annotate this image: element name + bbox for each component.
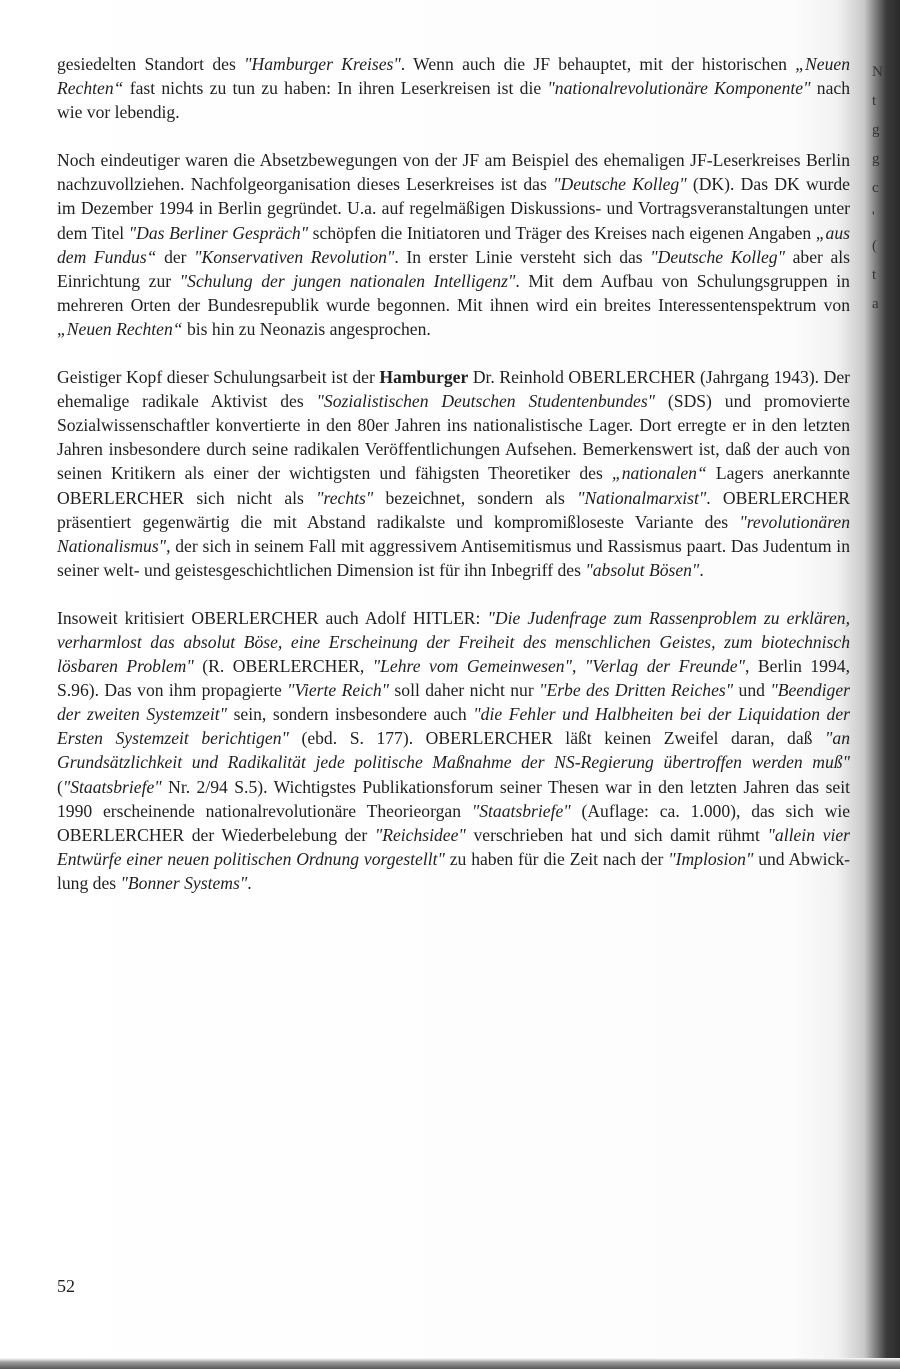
text-span: verschrieben hat und sich damit rühmt <box>465 824 768 845</box>
bold-span: Hamburger <box>379 367 469 388</box>
text-span: , der sich in seinem Fall mit aggressivem Antisemitismus und Rassismus paart. Das Judentum in seiner welt- und geistesgeschichtlichen Dimension ist für ihn Inbegriff des <box>57 535 850 580</box>
quote-span: "nationalrevolutionäre Komponente" <box>547 78 811 99</box>
paragraph-2 <box>57 148 850 341</box>
paragraph-3 <box>57 365 850 582</box>
text-span: . <box>699 559 704 580</box>
quote-span: "die Fehler und Halbheiten bei der Liquidation der Ersten Systemzeit berichtigen" <box>57 704 851 749</box>
bleed-char: c <box>872 180 879 196</box>
text-span: ( <box>57 776 63 797</box>
text-span: bis hin zu Neonazis angesprochen. <box>182 318 431 339</box>
adjacent-page-bleed <box>872 58 886 458</box>
text-span: . <box>247 872 252 893</box>
quote-span: „aus dem Fundus“ <box>57 222 850 267</box>
text-span: (SDS) und promovierte Sozialwissenschaftler konvertierte in den 80er Jahren ins nationalistische Lager. Dort erregte er in den letzten Jahren insbesondere durch seine radikalen Veröffentlichungen Aufsehen. Bemerkenswert ist, daß der auch von seinen Kritikern als einer der wichtigsten und fähigsten Theoretiker des <box>57 391 850 484</box>
quote-span: "Hamburger Kreises" <box>244 54 401 74</box>
quote-span: „Neuen Rechten“ <box>57 54 850 99</box>
quote-span: "Schulung der jungen nationalen Intelligenz" <box>179 270 516 291</box>
quote-span: "Konservativen Revolution" <box>194 246 395 267</box>
text-span: der <box>156 246 195 267</box>
bleed-char: a <box>872 296 879 312</box>
text-span: . Mit dem Aufbau von Schulungsgruppen in mehreren Orten der Bundesrepublik wurde begonnen. Mit ihnen wird ein breites Interessentenspektrum von <box>57 270 850 315</box>
quote-span: "Beendiger der zweiten Systemzeit" <box>57 680 850 725</box>
bleed-char: ( <box>872 238 877 254</box>
paragraph-4 <box>57 606 850 895</box>
bleed-char: g <box>872 122 880 138</box>
text-span: schöpfen die Initiatoren und Träger des Kreises nach eigenen Angaben <box>308 222 816 243</box>
text-span: Insoweit kritisiert OBERLERCHER auch Adolf HITLER: <box>57 607 488 628</box>
text-span: zu haben für die Zeit nach der <box>444 848 669 869</box>
text-span: (R. OBERLERCHER, <box>193 656 373 677</box>
quote-span: "Lehre vom Gemeinwesen" <box>372 656 572 677</box>
quote-span: "Deutsche Kolleg" <box>650 246 785 267</box>
text-span: . OBERLERCHER präsentiert gegenwärtig die mit Abstand radikalste und kompromißloseste Variante des <box>57 487 851 532</box>
page-number: 52 <box>57 1276 75 1296</box>
text-span: . In erster Linie versteht sich das <box>394 246 651 267</box>
quote-span: "Bonner Systems" <box>120 872 248 893</box>
text-span: (DK). Das DK wurde im Dezember 1994 in Berlin gegründet. U.a. auf regelmäßigen Diskussions- und Vortragsveranstaltungen unter dem Titel <box>57 174 850 243</box>
quote-span: „nationalen“ <box>611 463 707 484</box>
quote-span: "allein vier Entwürfe einer neuen politischen Ordnung vorgestellt" <box>57 824 850 869</box>
quote-span: "Erbe des Dritten Reiches" <box>539 680 734 701</box>
bleed-char: t <box>872 93 877 109</box>
text-span: sein, sondern insbesondere auch <box>227 704 474 725</box>
text-span: soll daher nicht nur <box>389 680 540 701</box>
quote-span: "rechts" <box>316 487 374 508</box>
quote-span: „Neuen Rechten“ <box>57 318 183 339</box>
quote-span: "Die Judenfrage zum Rassenproblem zu erklären, verharmlost das absolut Böse, eine Erscheinung der Freiheit des menschlichen Geistes, zum biotechnisch lösbaren Problem" <box>57 607 850 677</box>
quote-span: "Sozialistischen Deutschen Studentenbundes" <box>316 391 656 412</box>
text-span: . Wenn auch die JF behauptet, mit der historischen <box>400 54 796 74</box>
text-span: Dr. Reinhold OBERLERCHER (Jahrgang 1943). Der ehemalige radikale Aktivist des <box>57 367 850 412</box>
text-span: bezeichnet, sondern als <box>373 487 578 508</box>
text-span: gesiedelten Standort des <box>57 54 245 74</box>
bleed-char: N <box>872 64 883 80</box>
quote-span: "Staatsbriefe" <box>62 776 162 797</box>
text-span: Nr. 2/94 S.5). Wichtigstes Publikationsforum seiner Thesen war in den letzten Jahren das seit 1990 erscheinende nationalrevolutionäre Theorieorgan <box>57 776 850 821</box>
paragraph-1 <box>57 52 850 124</box>
text-span: Noch eindeutiger waren die Absetzbewegungen von der JF am Beispiel des ehemaligen JF-Leserkreises Berlin nachzuvollziehen. Nachfolgeorganisation dieses Leserkreises ist das <box>57 150 850 195</box>
page-bottom-edge <box>0 1358 900 1369</box>
text-span: und <box>733 680 771 701</box>
text-span: fast nichts zu tun zu haben: In ihren Leserkreisen ist die <box>123 78 548 99</box>
quote-span: "an Grundsätzlichkeit und Radikalität jede politische Maßnahme der NS-Regierung übertroffen werden muß" <box>57 728 850 773</box>
quote-span: "Reichsidee" <box>374 824 466 845</box>
text-span: und Abwicklung des <box>57 848 851 893</box>
text-span: , Berlin 1994, S.96). Das von ihm propagierte <box>57 656 850 701</box>
text-span: nach wie vor lebendig. <box>57 78 850 123</box>
bleed-char: ' <box>872 209 875 225</box>
text-span: (Auflage: ca. 1.000), das sich wie OBERLERCHER der Wiederbelebung der <box>57 800 851 845</box>
bleed-char: g <box>872 151 880 167</box>
quote-span: "Das Berliner Gespräch" <box>128 222 309 243</box>
quote-span: "revolutionären Nationalismus" <box>57 511 850 556</box>
body-text <box>57 52 850 895</box>
quote-span: "Deutsche Kolleg" <box>553 174 687 195</box>
text-span: aber als Einrichtung zur <box>57 246 851 291</box>
quote-span: "Verlag der Freunde" <box>584 656 745 677</box>
quote-span: "Nationalmarxist" <box>577 487 707 508</box>
bleed-char: t <box>872 267 877 283</box>
text-span: (ebd. S. 177). OBERLERCHER läßt keinen Zweifel daran, daß <box>288 728 826 749</box>
quote-span: "absolut Bösen" <box>585 559 700 580</box>
quote-span: "Vierte Reich" <box>287 680 390 701</box>
text-span: Lagers anerkannte OBERLERCHER sich nicht als <box>57 463 850 508</box>
quote-span: "Staatsbriefe" <box>471 800 571 821</box>
quote-span: "Implosion" <box>668 848 754 869</box>
text-span: Geistiger Kopf dieser Schulungsarbeit ist der <box>57 367 380 388</box>
text-span: , <box>571 656 585 677</box>
